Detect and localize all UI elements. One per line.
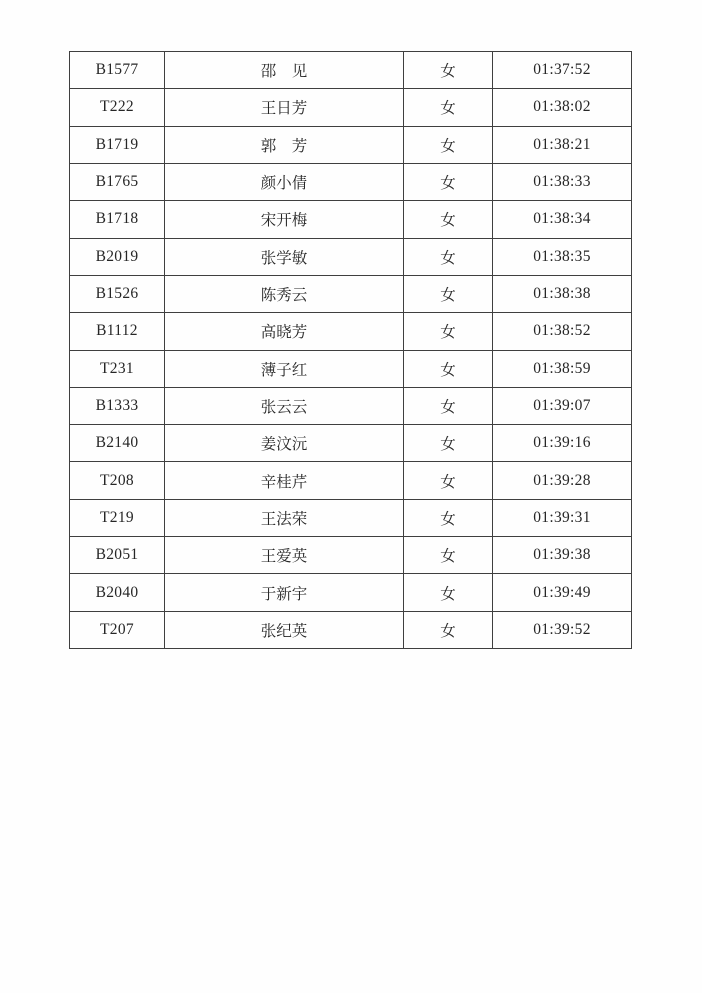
cell-participant-id: B1765 <box>70 163 165 200</box>
cell-time: 01:38:34 <box>493 201 632 238</box>
cell-participant-id: B2019 <box>70 238 165 275</box>
cell-time: 01:39:52 <box>493 611 632 648</box>
cell-time: 01:38:38 <box>493 275 632 312</box>
cell-participant-id: B1577 <box>70 52 165 89</box>
cell-gender: 女 <box>404 163 493 200</box>
results-table <box>69 51 632 649</box>
cell-name: 陈秀云 <box>165 275 404 312</box>
table-row <box>70 201 632 238</box>
cell-gender: 女 <box>404 462 493 499</box>
cell-name: 辛桂芹 <box>165 462 404 499</box>
cell-participant-id: B2040 <box>70 574 165 611</box>
table-row <box>70 425 632 462</box>
table-row <box>70 89 632 126</box>
cell-participant-id: B1333 <box>70 387 165 424</box>
cell-time: 01:38:59 <box>493 350 632 387</box>
cell-name: 王法荣 <box>165 499 404 536</box>
cell-gender: 女 <box>404 238 493 275</box>
cell-participant-id: T222 <box>70 89 165 126</box>
cell-name: 王爱英 <box>165 537 404 574</box>
cell-gender: 女 <box>404 350 493 387</box>
cell-name: 于新宇 <box>165 574 404 611</box>
table-row <box>70 52 632 89</box>
cell-participant-id: B2140 <box>70 425 165 462</box>
cell-name: 宋开梅 <box>165 201 404 238</box>
cell-name: 高晓芳 <box>165 313 404 350</box>
cell-gender: 女 <box>404 313 493 350</box>
cell-time: 01:37:52 <box>493 52 632 89</box>
cell-time: 01:39:31 <box>493 499 632 536</box>
cell-participant-id: T219 <box>70 499 165 536</box>
table-row <box>70 350 632 387</box>
cell-name: 王日芳 <box>165 89 404 126</box>
cell-participant-id: B2051 <box>70 537 165 574</box>
results-table-body <box>70 52 632 649</box>
cell-participant-id: B1526 <box>70 275 165 312</box>
cell-time: 01:39:38 <box>493 537 632 574</box>
table-row <box>70 537 632 574</box>
table-row <box>70 275 632 312</box>
cell-gender: 女 <box>404 611 493 648</box>
table-row <box>70 126 632 163</box>
cell-participant-id: B1719 <box>70 126 165 163</box>
cell-time: 01:38:02 <box>493 89 632 126</box>
cell-name: 张纪英 <box>165 611 404 648</box>
cell-name: 张云云 <box>165 387 404 424</box>
table-row <box>70 574 632 611</box>
cell-name: 薄子红 <box>165 350 404 387</box>
cell-participant-id: T208 <box>70 462 165 499</box>
cell-time: 01:38:52 <box>493 313 632 350</box>
table-row <box>70 499 632 536</box>
table-row <box>70 313 632 350</box>
table-row <box>70 238 632 275</box>
cell-gender: 女 <box>404 275 493 312</box>
cell-time: 01:39:16 <box>493 425 632 462</box>
cell-gender: 女 <box>404 387 493 424</box>
cell-gender: 女 <box>404 89 493 126</box>
cell-gender: 女 <box>404 425 493 462</box>
cell-gender: 女 <box>404 499 493 536</box>
cell-name: 郭 芳 <box>165 126 404 163</box>
cell-participant-id: B1112 <box>70 313 165 350</box>
cell-gender: 女 <box>404 52 493 89</box>
cell-time: 01:39:28 <box>493 462 632 499</box>
cell-name: 姜汶沅 <box>165 425 404 462</box>
cell-participant-id: T207 <box>70 611 165 648</box>
cell-name: 颜小倩 <box>165 163 404 200</box>
table-row <box>70 163 632 200</box>
cell-time: 01:38:35 <box>493 238 632 275</box>
cell-time: 01:38:33 <box>493 163 632 200</box>
cell-gender: 女 <box>404 126 493 163</box>
cell-time: 01:39:07 <box>493 387 632 424</box>
cell-participant-id: T231 <box>70 350 165 387</box>
cell-name: 张学敏 <box>165 238 404 275</box>
table-row <box>70 462 632 499</box>
cell-gender: 女 <box>404 574 493 611</box>
cell-time: 01:38:21 <box>493 126 632 163</box>
table-row <box>70 387 632 424</box>
cell-participant-id: B1718 <box>70 201 165 238</box>
cell-gender: 女 <box>404 537 493 574</box>
cell-name: 邵 见 <box>165 52 404 89</box>
cell-time: 01:39:49 <box>493 574 632 611</box>
cell-gender: 女 <box>404 201 493 238</box>
table-row <box>70 611 632 648</box>
